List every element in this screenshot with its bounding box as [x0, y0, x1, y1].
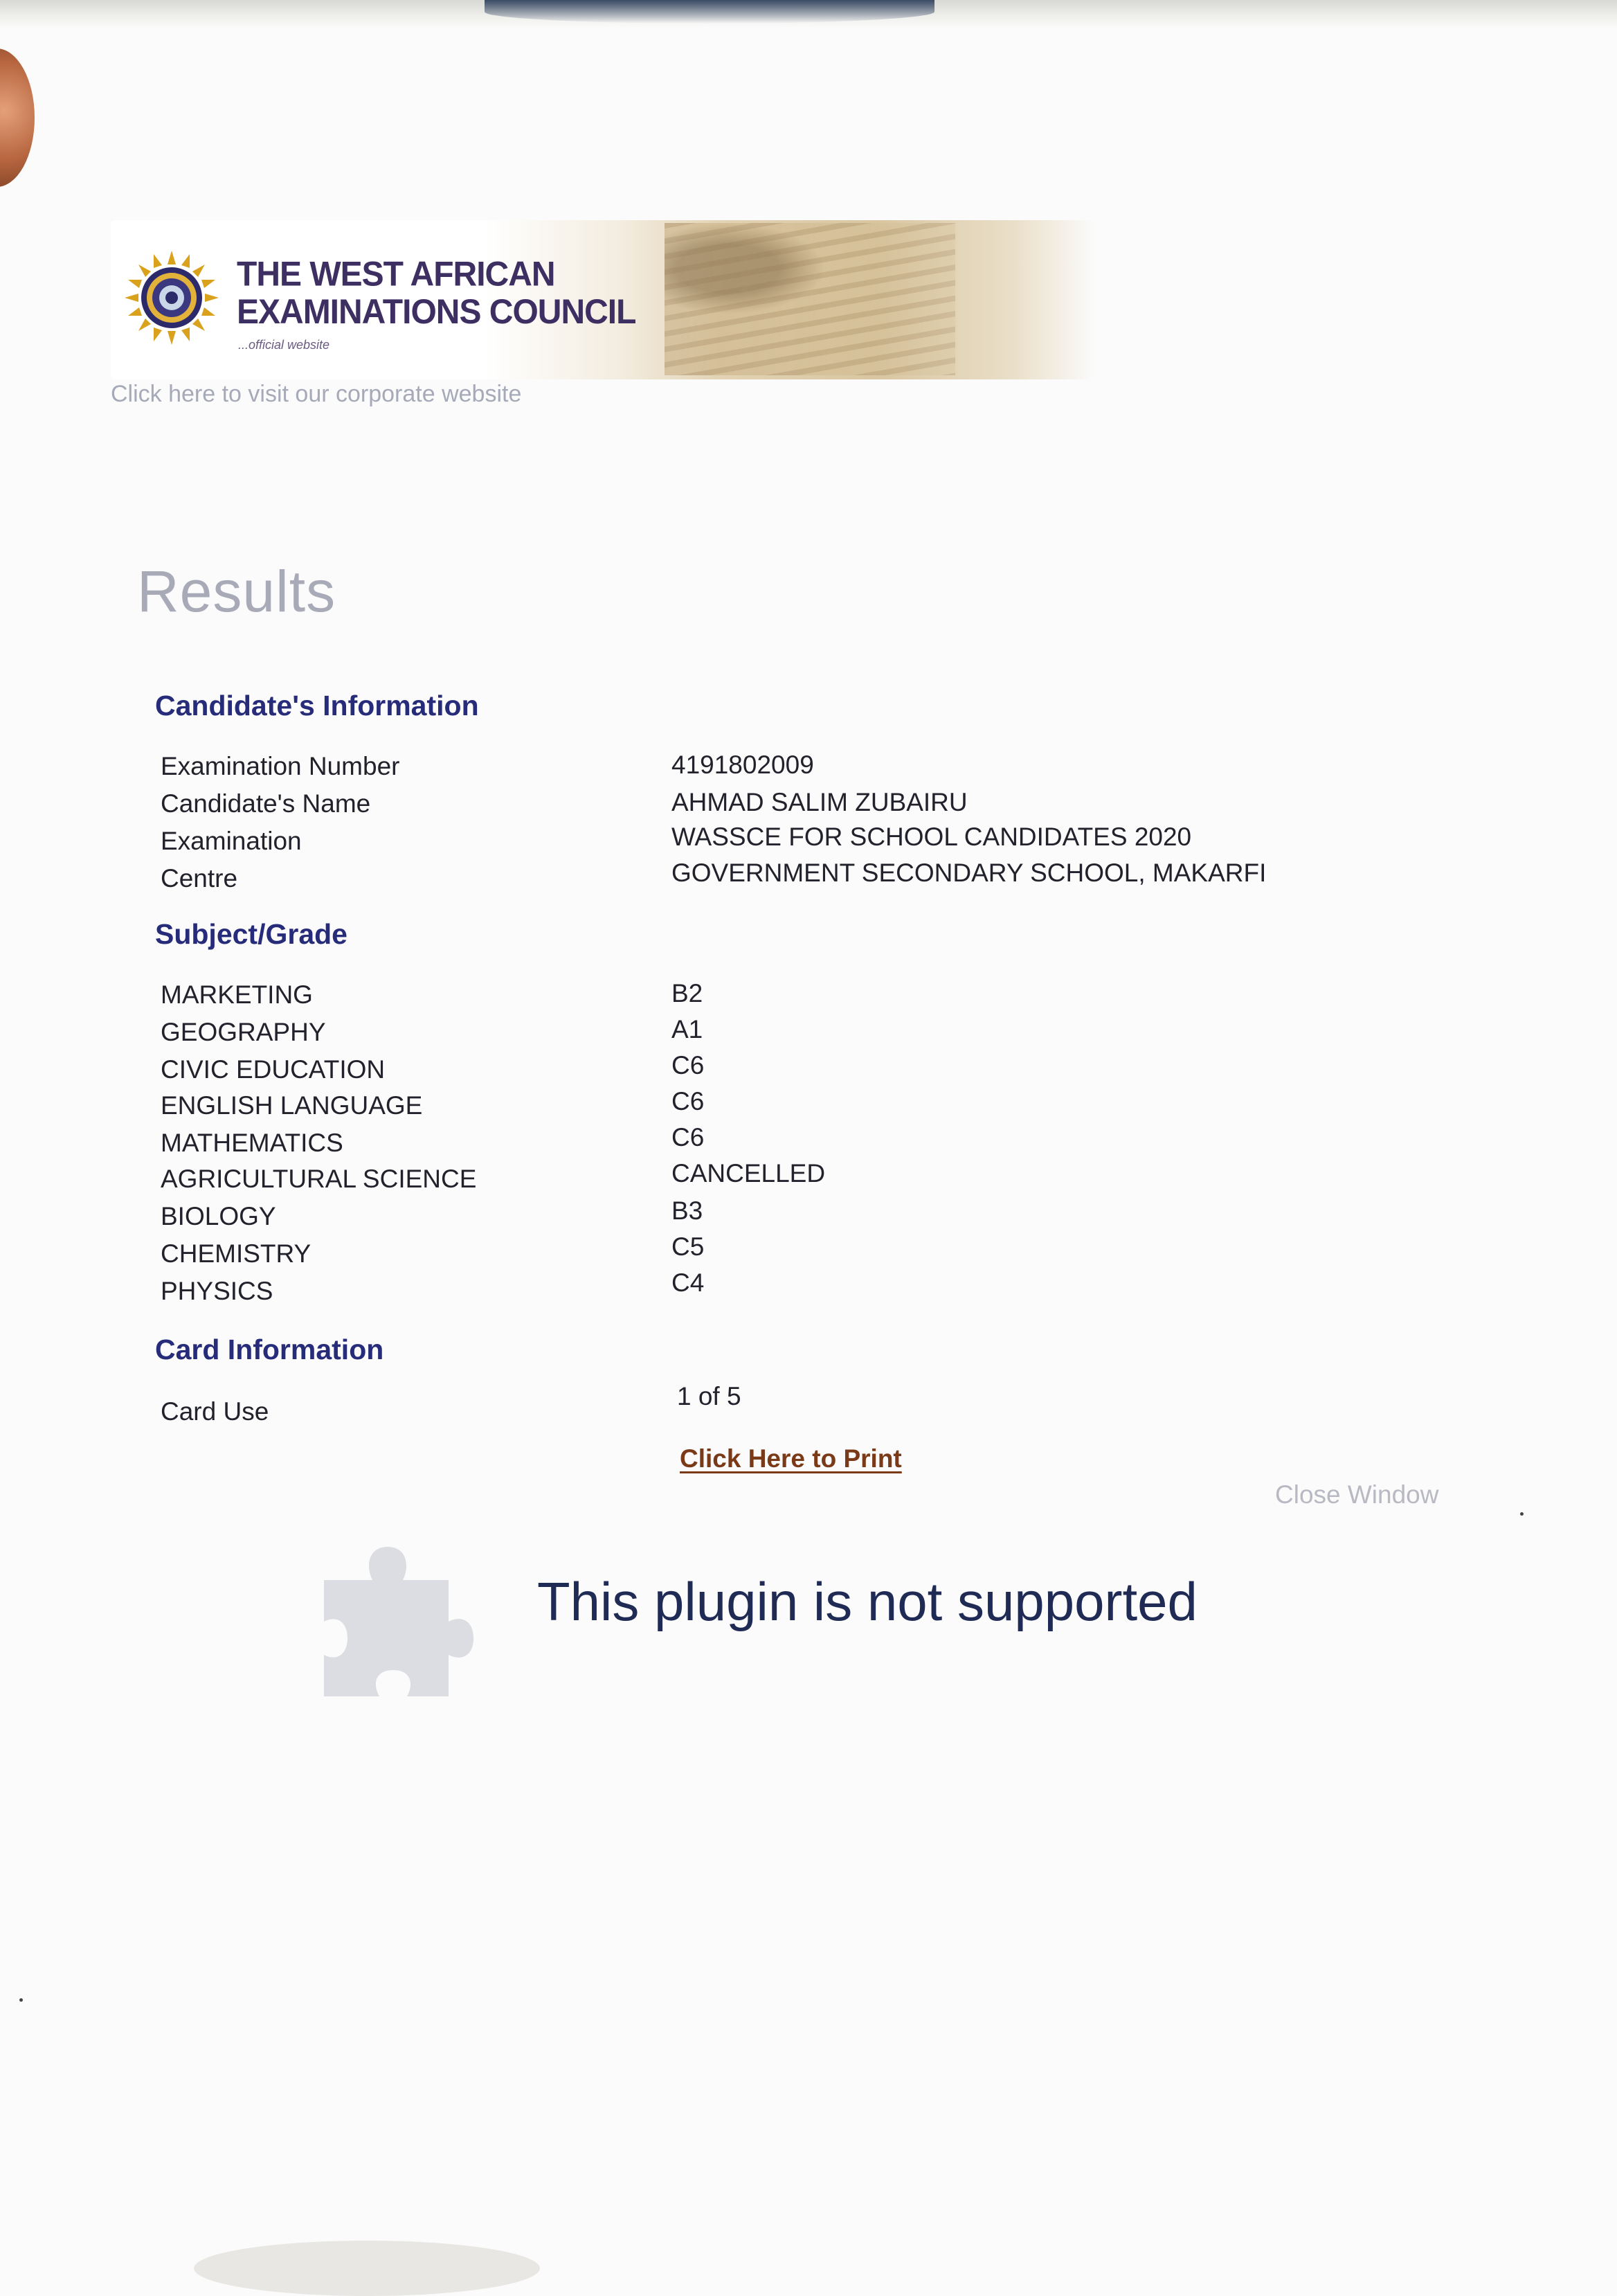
centre-value: GOVERNMENT SECONDARY SCHOOL, MAKARFI	[671, 859, 1267, 887]
exam-number-label: Examination Number	[161, 752, 400, 780]
subject-name: PHYSICS	[161, 1277, 273, 1305]
org-name-line2: EXAMINATIONS COUNCIL	[237, 292, 636, 332]
corporate-website-link[interactable]: Click here to visit our corporate website	[111, 381, 522, 407]
examination-label: Examination	[161, 827, 302, 855]
subject-name: GEOGRAPHY	[161, 1018, 326, 1046]
photo-shadow	[194, 2241, 540, 2296]
speck	[1520, 1512, 1524, 1516]
puzzle-piece-icon	[310, 1539, 476, 1702]
subject-grade: C6	[671, 1123, 705, 1151]
card-use-label: Card Use	[161, 1397, 269, 1426]
subject-grade: C4	[671, 1268, 705, 1297]
card-use-value: 1 of 5	[677, 1382, 741, 1410]
close-window-link[interactable]: Close Window	[1275, 1480, 1439, 1509]
subject-grade-heading: Subject/Grade	[155, 918, 347, 950]
org-name-line1: THE WEST AFRICAN	[237, 255, 555, 294]
subject-name: CIVIC EDUCATION	[161, 1055, 386, 1084]
speck	[19, 1998, 23, 2002]
centre-label: Centre	[161, 864, 238, 893]
photo-finger	[0, 48, 35, 187]
tagline: ...official website	[238, 338, 330, 352]
card-info-heading: Card Information	[155, 1334, 384, 1365]
org-name	[237, 255, 635, 331]
print-link[interactable]: Click Here to Print	[680, 1444, 902, 1473]
subject-name: ENGLISH LANGUAGE	[161, 1091, 423, 1120]
subject-grade: C6	[671, 1051, 705, 1079]
subject-name: AGRICULTURAL SCIENCE	[161, 1165, 477, 1193]
candidate-name-label: Candidate's Name	[161, 789, 371, 818]
candidate-info-heading: Candidate's Information	[155, 690, 479, 721]
photo-top-edge	[0, 0, 1617, 28]
subject-grade: B3	[671, 1196, 703, 1225]
page-title: Results	[137, 559, 336, 624]
subject-grade: CANCELLED	[671, 1159, 826, 1187]
banner-photo	[665, 223, 955, 375]
examination-value: WASSCE FOR SCHOOL CANDIDATES 2020	[671, 823, 1192, 851]
subject-name: BIOLOGY	[161, 1202, 276, 1230]
subject-grade: B2	[671, 979, 703, 1007]
subject-name: CHEMISTRY	[161, 1239, 311, 1268]
candidate-name-value: AHMAD SALIM ZUBAIRU	[671, 788, 968, 816]
subject-name: MARKETING	[161, 980, 313, 1009]
subject-grade: C5	[671, 1232, 705, 1261]
exam-number-value: 4191802009	[671, 751, 814, 779]
waec-seal-logo	[123, 249, 220, 346]
subject-name: MATHEMATICS	[161, 1129, 343, 1157]
subject-grade: A1	[671, 1015, 703, 1043]
subject-grade: C6	[671, 1087, 705, 1115]
plugin-not-supported-message: This plugin is not supported	[537, 1571, 1198, 1632]
